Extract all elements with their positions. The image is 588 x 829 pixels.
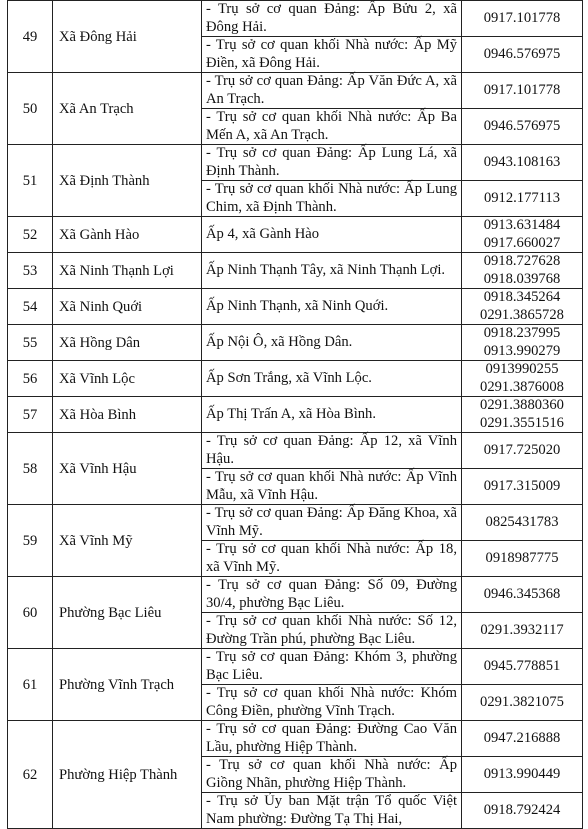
address-cell: - Trụ sở cơ quan khối Nhà nước: Ấp Giồng Nhãn, phường Hiệp Thành.: [202, 757, 462, 793]
row-number: 62: [8, 721, 53, 829]
table-row: [8, 721, 583, 757]
phone-number: 0917.315009: [483, 477, 561, 494]
unit-name: Xã Hòa Bình: [53, 397, 202, 433]
phone-cell: [462, 145, 583, 181]
unit-name: Xã Vĩnh Hậu: [53, 433, 202, 505]
address-cell: - Trụ sở cơ quan Đảng: Đường Cao Văn Lầu, phường Hiệp Thành.: [202, 721, 462, 757]
phone-cell: [462, 1, 583, 37]
table-row: [8, 217, 583, 253]
phone-cell: [462, 325, 583, 361]
address-cell: - Trụ sở cơ quan Đảng: Ấp Đăng Khoa, xã Vĩnh Mỹ.: [202, 505, 462, 541]
row-number: 59: [8, 505, 53, 577]
table-row: [8, 289, 583, 325]
address-cell: - Trụ sở cơ quan khối Nhà nước: Ấp Lung Chim, xã Định Thành.: [202, 181, 462, 217]
phone-number: 0913990255: [485, 361, 559, 377]
table-row: [8, 649, 583, 685]
row-number: 50: [8, 73, 53, 145]
address-cell: - Trụ sở cơ quan khối Nhà nước: Ấp 18, xã Vĩnh Mỹ.: [202, 541, 462, 577]
phone-cell: [462, 181, 583, 217]
row-number: 49: [8, 1, 53, 73]
phone-cell: [462, 289, 583, 325]
unit-name: Xã Ninh Quới: [53, 289, 202, 325]
unit-name: Xã Vĩnh Lộc: [53, 361, 202, 397]
address-cell: - Trụ sở cơ quan khối Nhà nước: Khóm Công Điền, phường Vĩnh Trạch.: [202, 685, 462, 721]
row-number: 55: [8, 325, 53, 361]
phone-number: 0917.101778: [483, 9, 561, 26]
table-row: [8, 397, 583, 433]
address-cell: - Trụ sở cơ quan Đảng: Ấp Văn Đức A, xã An Trạch.: [202, 73, 462, 109]
row-number: 61: [8, 649, 53, 721]
phone-cell: [462, 433, 583, 469]
address-cell: Ấp Ninh Thạnh Tây, xã Ninh Thạnh Lợi.: [202, 253, 462, 289]
phone-number: 0913.990279: [483, 342, 561, 359]
phone-cell: [462, 649, 583, 685]
phone-number: 0946.345368: [483, 585, 561, 602]
address-cell: - Trụ sở cơ quan Đảng: Ấp Bửu 2, xã Đông Hải.: [202, 1, 462, 37]
phone-number: 0946.576975: [483, 45, 561, 62]
phone-cell: [462, 613, 583, 649]
phone-number: 0917.101778: [483, 81, 561, 98]
phone-number: 0291.3876008: [480, 378, 564, 395]
phone-cell: [462, 793, 583, 829]
address-cell: - Trụ sở cơ quan khối Nhà nước: Số 12, Đường Trần phú, phường Bạc Liêu.: [202, 613, 462, 649]
phone-number: 0918.345264: [483, 289, 561, 305]
table-row: [8, 325, 583, 361]
table-row: [8, 361, 583, 397]
table-row: [8, 145, 583, 181]
phone-cell: [462, 253, 583, 289]
phone-number: 0291.3932117: [480, 621, 564, 638]
phone-cell: [462, 685, 583, 721]
unit-name: Xã Gành Hào: [53, 217, 202, 253]
row-number: 60: [8, 577, 53, 649]
row-number: 51: [8, 145, 53, 217]
phone-cell: [462, 361, 583, 397]
address-cell: Ấp Ninh Thạnh, xã Ninh Quới.: [202, 289, 462, 325]
phone-number: 0918987775: [485, 549, 559, 566]
address-cell: Ấp Nội Ô, xã Hồng Dân.: [202, 325, 462, 361]
phone-number: 0291.3880360: [480, 397, 564, 413]
phone-cell: [462, 505, 583, 541]
phone-cell: [462, 109, 583, 145]
row-number: 52: [8, 217, 53, 253]
unit-name: Phường Bạc Liêu: [53, 577, 202, 649]
phone-number: 0918.727628: [483, 253, 561, 269]
address-cell: - Trụ sở cơ quan khối Nhà nước: Ấp Vĩnh Mẫu, xã Vĩnh Hậu.: [202, 469, 462, 505]
unit-name: Xã Ninh Thạnh Lợi: [53, 253, 202, 289]
phone-cell: [462, 757, 583, 793]
phone-cell: [462, 721, 583, 757]
unit-name: Phường Hiệp Thành: [53, 721, 202, 829]
unit-name: Phường Vĩnh Trạch: [53, 649, 202, 721]
row-number: 53: [8, 253, 53, 289]
phone-number: 0917.660027: [483, 234, 561, 251]
address-cell: - Trụ sở cơ quan Đảng: Ấp Lung Lá, xã Định Thành.: [202, 145, 462, 181]
address-cell: - Trụ sở cơ quan Đảng: Số 09, Đường 30/4, phường Bạc Liêu.: [202, 577, 462, 613]
phone-number: 0945.778851: [483, 657, 561, 674]
unit-name: Xã Vĩnh Mỹ: [53, 505, 202, 577]
unit-name: Xã Hồng Dân: [53, 325, 202, 361]
phone-number: 0943.108163: [483, 153, 561, 170]
phone-number: 0913.631484: [483, 217, 561, 233]
unit-name: Xã An Trạch: [53, 73, 202, 145]
row-number: 54: [8, 289, 53, 325]
row-number: 57: [8, 397, 53, 433]
address-cell: - Trụ sở cơ quan khối Nhà nước: Ấp Ba Mến A, xã An Trạch.: [202, 109, 462, 145]
phone-number: 0918.039768: [483, 270, 561, 287]
phone-number: 0291.3865728: [480, 306, 564, 323]
phone-number: 0291.3551516: [480, 414, 564, 431]
phone-number: 0917.725020: [483, 441, 561, 458]
address-cell: - Trụ sở cơ quan Đảng: Khóm 3, phường Bạc Liêu.: [202, 649, 462, 685]
table-row: [8, 73, 583, 109]
address-cell: - Trụ sở Ủy ban Mặt trận Tổ quốc Việt Nam phường: Đường Tạ Thị Hai,: [202, 793, 462, 829]
table-body: [8, 1, 583, 829]
phone-number: 0918.792424: [483, 801, 561, 818]
phone-number: 0918.237995: [483, 325, 561, 341]
phone-number: 0912.177113: [483, 189, 561, 206]
phone-number: 0913.990449: [483, 765, 561, 782]
phone-number: 0825431783: [485, 513, 559, 530]
address-cell: - Trụ sở cơ quan Đảng: Ấp 12, xã Vĩnh Hậu.: [202, 433, 462, 469]
address-cell: Ấp 4, xã Gành Hào: [202, 217, 462, 253]
unit-name: Xã Định Thành: [53, 145, 202, 217]
row-number: 56: [8, 361, 53, 397]
address-cell: Ấp Thị Trấn A, xã Hòa Bình.: [202, 397, 462, 433]
phone-number: 0291.3821075: [480, 693, 564, 710]
address-cell: Ấp Sơn Trắng, xã Vĩnh Lộc.: [202, 361, 462, 397]
phone-cell: [462, 217, 583, 253]
phone-cell: [462, 73, 583, 109]
phone-cell: [462, 397, 583, 433]
table-row: [8, 505, 583, 541]
document-page: [7, 0, 582, 829]
row-number: 58: [8, 433, 53, 505]
unit-name: Xã Đông Hải: [53, 1, 202, 73]
table-row: [8, 433, 583, 469]
table-row: [8, 1, 583, 37]
phone-number: 0946.576975: [483, 117, 561, 134]
phone-cell: [462, 577, 583, 613]
phone-cell: [462, 37, 583, 73]
phone-cell: [462, 469, 583, 505]
table-row: [8, 577, 583, 613]
phone-cell: [462, 541, 583, 577]
phone-number: 0947.216888: [483, 729, 561, 746]
table-row: [8, 253, 583, 289]
address-cell: - Trụ sở cơ quan khối Nhà nước: Ấp Mỹ Điền, xã Đông Hải.: [202, 37, 462, 73]
contact-table: [7, 0, 583, 829]
